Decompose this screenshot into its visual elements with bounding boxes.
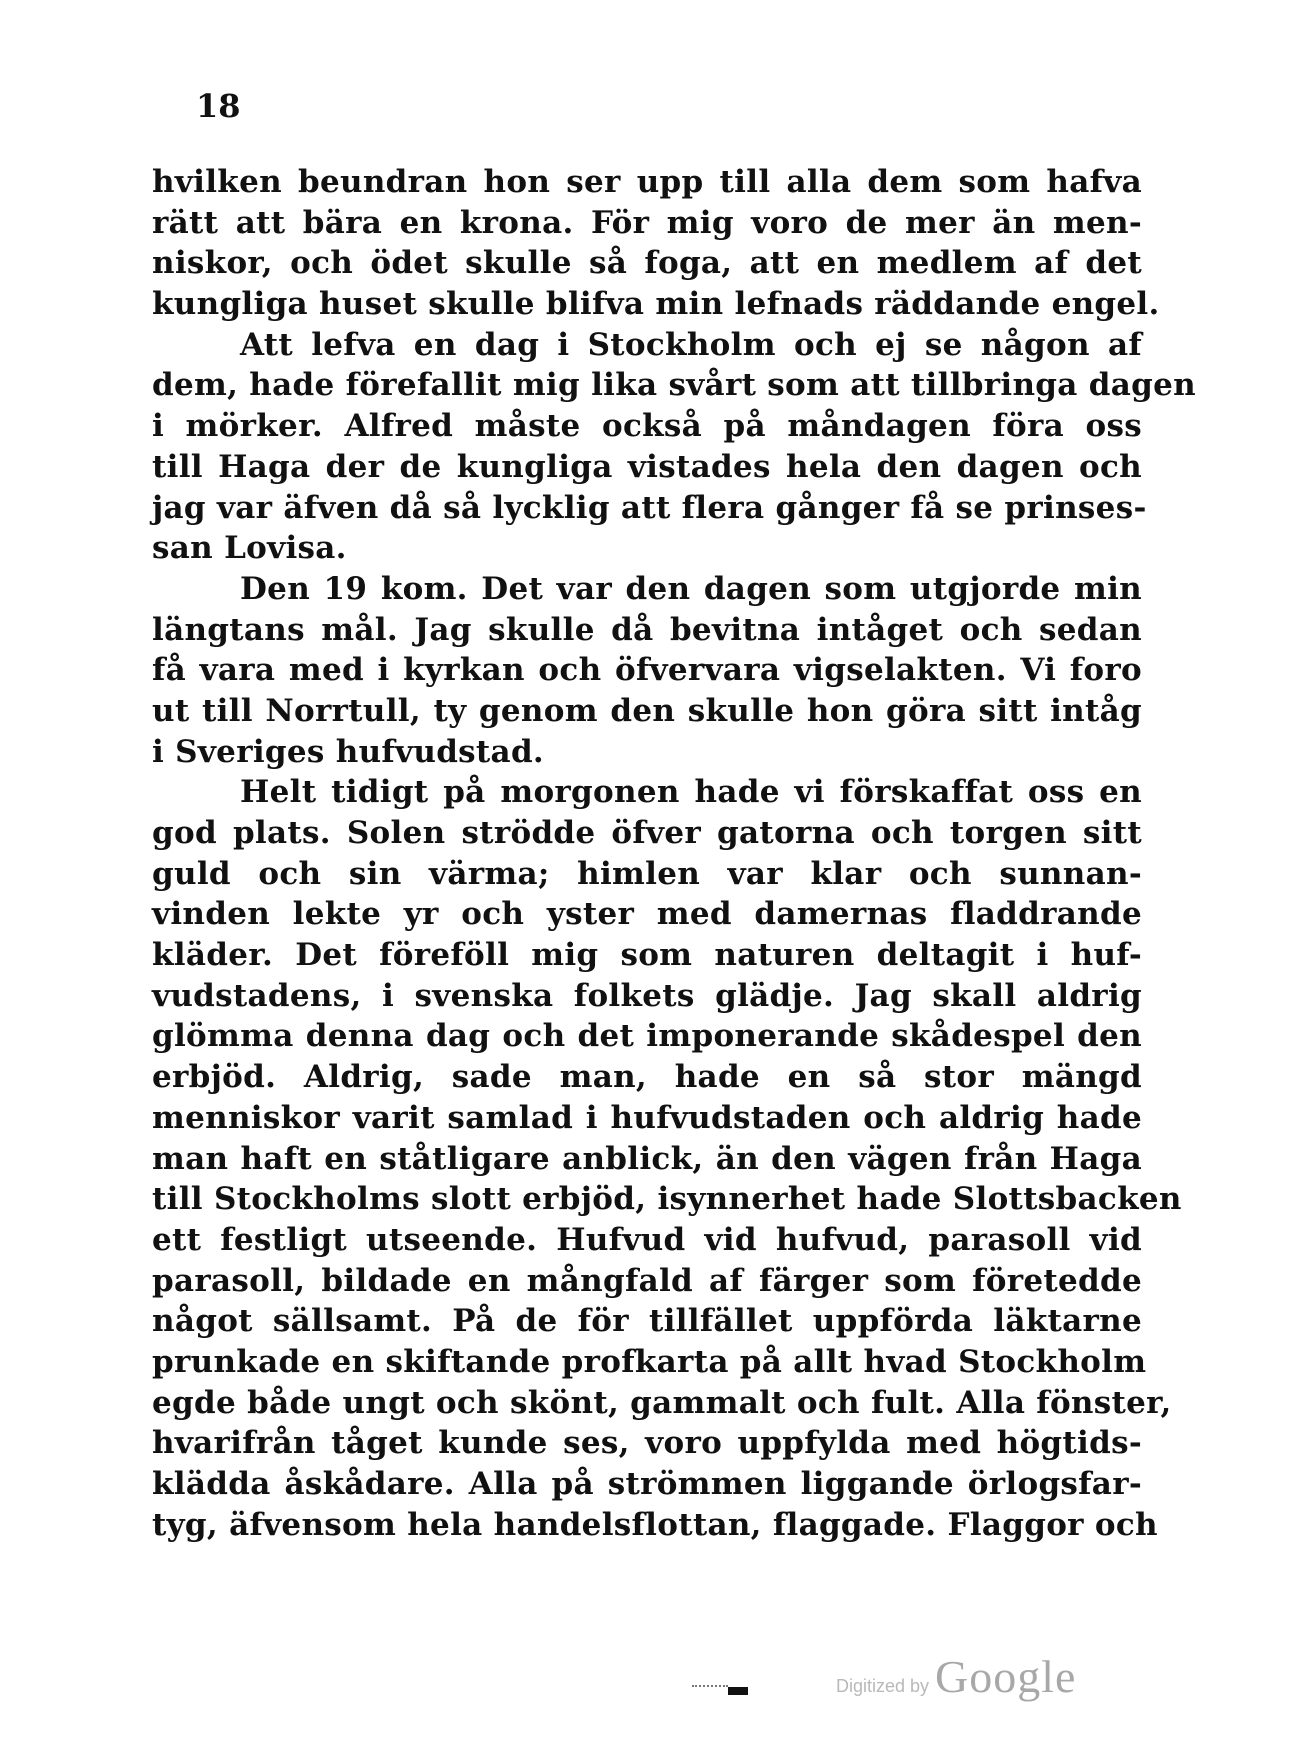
text-line: vinden lekte yr och yster med damernas fladdrande <box>152 896 1142 933</box>
text-line: kläder. Det föreföll mig som naturen deltagit i huf- <box>152 937 1142 974</box>
text-line: jag var äfven då så lycklig att flera gånger få se prinses- <box>152 489 1147 526</box>
watermark-prefix: Digitized by <box>836 1676 930 1696</box>
text-line: menniskor varit samlad i hufvudstaden och aldrig hade <box>152 1099 1142 1136</box>
digitized-watermark <box>836 1650 1076 1703</box>
google-logo: Google <box>935 1651 1077 1702</box>
text-line: ett festligt utseende. Hufvud vid hufvud, parasoll vid <box>152 1221 1142 1258</box>
text-line: kungliga huset skulle blifva min lefnads räddande engel. <box>152 286 1160 323</box>
text-line: glömma denna dag och det imponerande skådespel den <box>152 1018 1142 1055</box>
text-line: få vara med i kyrkan och öfvervara vigselakten. Vi foro <box>152 652 1142 689</box>
text-line: till Stockholms slott erbjöd, isynnerhet hade Slottsbacken <box>152 1181 1182 1218</box>
text-line: vudstadens, i svenska folkets glädje. Jag skall aldrig <box>152 977 1142 1014</box>
footer-printer-dots <box>692 1685 728 1687</box>
text-line: san Lovisa. <box>152 530 347 567</box>
text-line: parasoll, bildade en mångfald af färger som företedde <box>152 1262 1142 1299</box>
text-line: Den 19 kom. Det var den dagen som utgjorde min <box>240 570 1142 607</box>
text-line: man haft en ståtligare anblick, än den vägen från Haga <box>152 1140 1142 1177</box>
text-line: längtans mål. Jag skulle då bevitna intåget och sedan <box>152 611 1142 648</box>
text-line: klädda åskådare. Alla på strömmen liggande örlogsfar- <box>152 1466 1142 1502</box>
text-line: ut till Norrtull, ty genom den skulle hon göra sitt intåg <box>152 692 1142 729</box>
text-line: god plats. Solen strödde öfver gatorna och torgen sitt <box>152 815 1142 851</box>
body-text <box>152 162 1196 1545</box>
text-line: egde både ungt och skönt, gammalt och fult. Alla fönster, <box>152 1384 1172 1421</box>
text-line: något sällsamt. På de för tillfället uppförda läktarne <box>152 1303 1142 1340</box>
text-line: Att lefva en dag i Stockholm och ej se någon af <box>240 326 1142 363</box>
text-line: hvarifrån tåget kunde ses, voro uppfylda med högtids- <box>152 1425 1142 1462</box>
footer-printer-mark <box>728 1687 748 1695</box>
text-line: niskor, och ödet skulle så foga, att en medlem af det <box>152 245 1142 282</box>
text-line: till Haga der de kungliga vistades hela den dagen och <box>152 448 1142 485</box>
page-number: 18 <box>196 87 241 125</box>
text-line: hvilken beundran hon ser upp till alla dem som hafva <box>152 164 1142 200</box>
text-line: tyg, äfvensom hela handelsflottan, flaggade. Flaggor och <box>152 1506 1158 1543</box>
text-line: i mörker. Alfred måste också på måndagen föra oss <box>152 408 1142 445</box>
text-line: prunkade en skiftande profkarta på allt hvad Stockholm <box>152 1343 1147 1380</box>
text-line: Helt tidigt på morgonen hade vi förskaffat oss en <box>240 774 1142 811</box>
text-line: rätt att bära en krona. För mig voro de mer än men- <box>152 204 1142 241</box>
text-line: guld och sin värma; himlen var klar och sunnan- <box>152 855 1142 892</box>
text-line: dem, hade förefallit mig lika svårt som att tillbringa dagen <box>152 367 1196 404</box>
text-line: erbjöd. Aldrig, sade man, hade en så stor mängd <box>152 1059 1142 1096</box>
text-line: i Sveriges hufvudstad. <box>152 733 545 770</box>
